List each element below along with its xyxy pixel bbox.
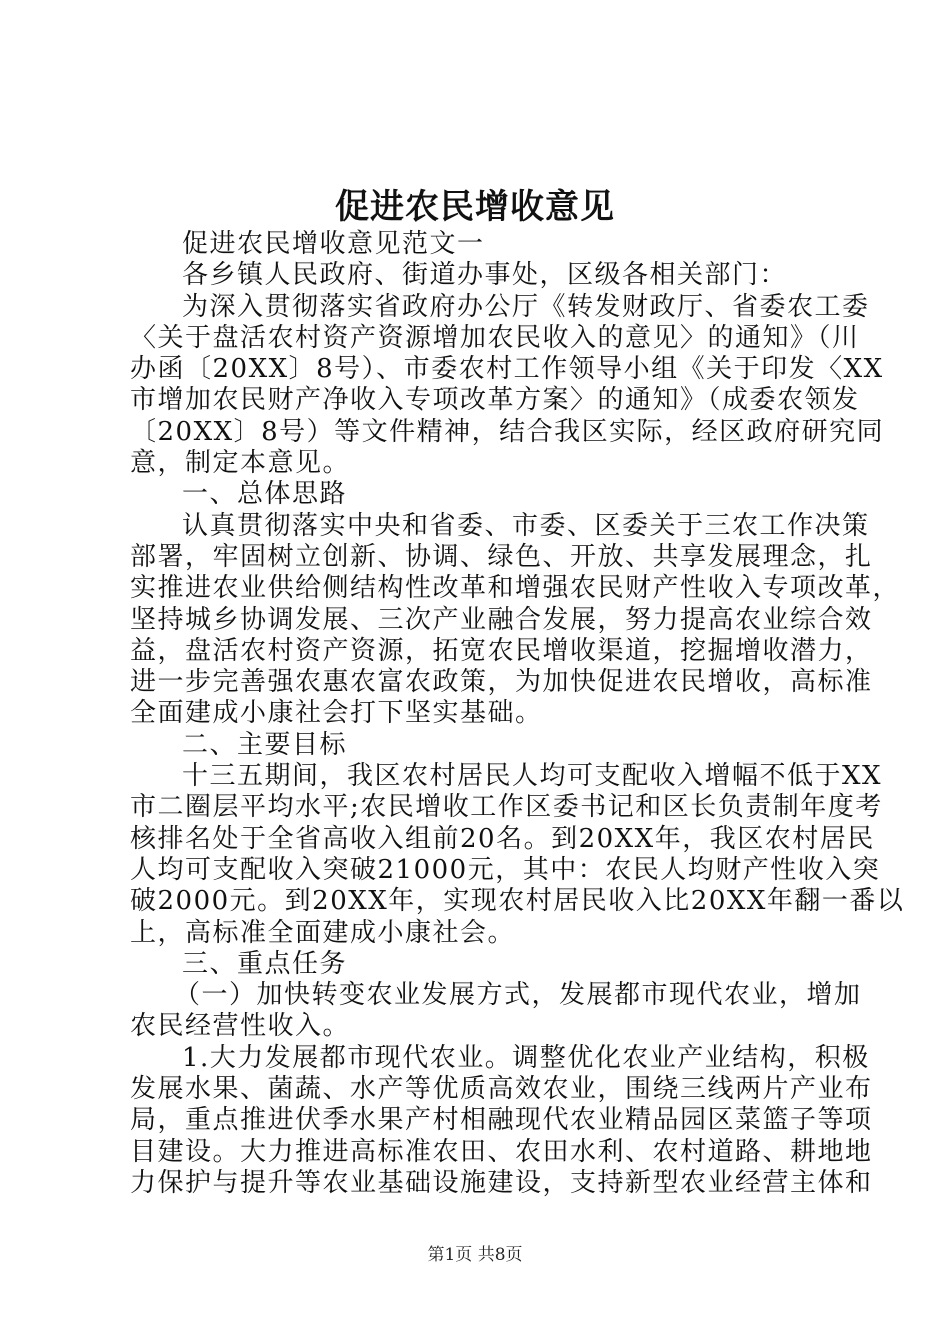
paragraph-line: 目建设。大力推进高标准农田、农田水利、农村道路、耕地地 bbox=[130, 1136, 873, 1167]
document-body bbox=[130, 229, 905, 1199]
paragraph-line: 益，盘活农村资产资源，拓宽农民增收渠道，挖掘增收潜力， bbox=[130, 635, 873, 666]
salutation-line: 各乡镇人民政府、街道办事处，区级各相关部门： bbox=[182, 260, 788, 291]
paragraph-line: 十三五期间，我区农村居民人均可支配收入增幅不低于XX bbox=[182, 761, 883, 792]
paragraph-line: 人均可支配收入突破21000元，其中：农民人均财产性收入突 bbox=[130, 854, 881, 885]
paragraph-line: 〈关于盘活农村资产资源增加农民收入的意见〉的通知》（川 bbox=[130, 322, 860, 353]
paragraph-line: 市二圈层平均水平;农民增收工作区委书记和区长负责制年度考 bbox=[130, 792, 883, 823]
section-heading: 三、重点任务 bbox=[182, 948, 348, 979]
paragraph-line: 意，制定本意见。 bbox=[130, 448, 351, 479]
paragraph-line: 1.大力发展都市现代农业。调整优化农业产业结构，积极 bbox=[182, 1042, 870, 1073]
paragraph-line: 为深入贯彻落实省政府办公厅《转发财政厅、省委农工委 bbox=[182, 291, 870, 322]
subsection-heading: （一）加快转变农业发展方式，发展都市现代农业，增加 bbox=[174, 980, 862, 1011]
paragraph-line: 实推进农业供给侧结构性改革和增强农民财产性收入专项改革， bbox=[130, 573, 901, 604]
page-number-footer: 第1页 共8页 bbox=[427, 1245, 523, 1265]
paragraph-line: 上，高标准全面建成小康社会。 bbox=[130, 917, 516, 948]
document-title: 促进农民增收意见 bbox=[335, 187, 615, 227]
paragraph-line: 〔20XX〕8号）等文件精神，结合我区实际，经区政府研究同 bbox=[130, 416, 885, 447]
paragraph-line: 核排名处于全省高收入组前20名。到20XX年，我区农村居民 bbox=[130, 823, 875, 854]
paragraph-line: 全面建成小康社会打下坚实基础。 bbox=[130, 698, 543, 729]
paragraph-line: 破2000元。到20XX年，实现农村居民收入比20XX年翻一番以 bbox=[130, 886, 905, 917]
paragraph-line: 力保护与提升等农业基础设施建设，支持新型农业经营主体和 bbox=[130, 1167, 873, 1198]
paragraph-line: 市增加农民财产净收入专项改革方案〉的通知》（成委农领发 bbox=[130, 385, 860, 416]
paragraph-line: 部署，牢固树立创新、协调、绿色、开放、共享发展理念，扎 bbox=[130, 541, 873, 572]
subsection-heading: 农民经营性收入。 bbox=[130, 1011, 351, 1042]
paragraph-line: 局，重点推进伏季水果产村相融现代农业精品园区菜篮子等项 bbox=[130, 1105, 873, 1136]
paragraph-line: 认真贯彻落实中央和省委、市委、区委关于三农工作决策 bbox=[182, 510, 870, 541]
paragraph-line: 发展水果、菌蔬、水产等优质高效农业，围绕三线两片产业布 bbox=[130, 1074, 873, 1105]
paragraph-line: 进一步完善强农惠农富农政策，为加快促进农民增收，高标准 bbox=[130, 667, 873, 698]
section-heading: 二、主要目标 bbox=[182, 729, 348, 760]
section-heading: 一、总体思路 bbox=[182, 479, 348, 510]
paragraph-line: 办函〔20XX〕8号）、市委农村工作领导小组《关于印发〈XX bbox=[130, 354, 884, 385]
paragraph-line: 坚持城乡协调发展、三次产业融合发展，努力提高农业综合效 bbox=[130, 604, 873, 635]
subtitle-line: 促进农民增收意见范文一 bbox=[182, 229, 485, 259]
